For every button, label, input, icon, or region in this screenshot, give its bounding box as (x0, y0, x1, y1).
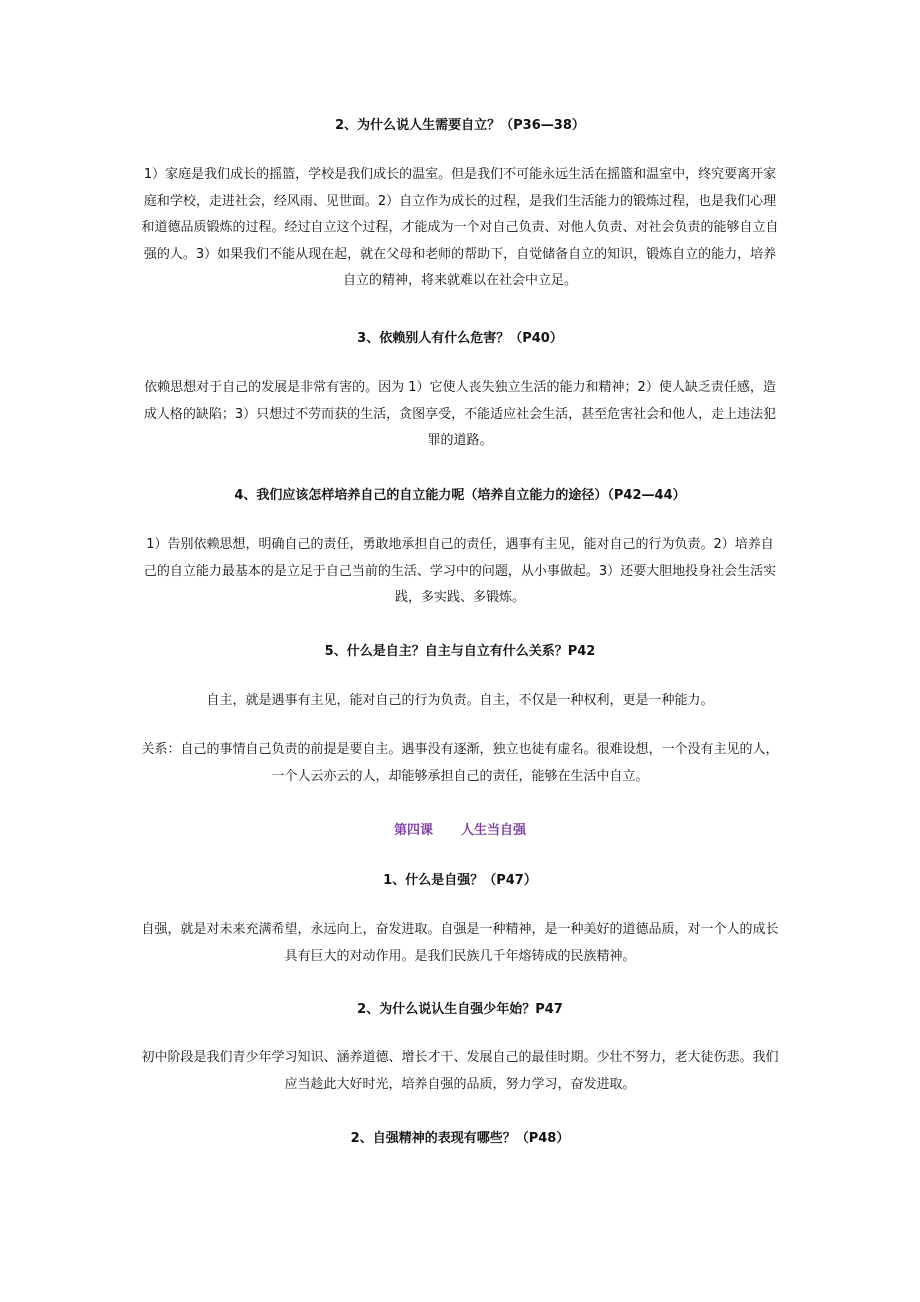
lesson-heading (140, 822, 780, 840)
question-heading: 4、我们应该怎样培养自己的自立能力呢（培养自立能力的途径）（P42—44） (234, 488, 686, 503)
answer-paragraph: 自强，就是对未来充满希望，永远向上，奋发进取。自强是一种精神，是一种美好的道德品质，对一个人的成长具有巨大的对动作用。是我们民族几千年熔铸成的民族精神。 (141, 922, 779, 964)
lesson-number: 第四课 (393, 823, 433, 838)
relation-paragraph: 关系：自己的事情自己负责的前提是要自主。遇事没有逐渐，独立也徒有虚名。很难设想，一个没有主见的人，一个人云亦云的人，却能够承担自己的责任，能够在生活中自立。 (141, 742, 779, 784)
question-heading: 5、什么是自主？自主与自立有什么关系？P42 (324, 644, 596, 659)
question-heading: 2、自强精神的表现有哪些？（P48） (350, 1131, 570, 1146)
answer-paragraph: 1）家庭是我们成长的摇篮，学校是我们成长的温室。但是我们不可能永远生活在摇篮和温室中，终究要离开家庭和学校，走进社会，经风雨、见世面。2）自立作为成长的过程，是我们生活能力的锻炼过程，也是我们心理和道德品质锻炼的过程。经过自立这个过程，才能成为一个对自己负责、对他人负责、对社会负责的能够自立自强的人。3）如果我们不能从现在起，就在父母和老师的帮助下，自觉储备自立的知识，锻炼自立的能力，培养自立的精神，将来就难以在社会中立足。 (141, 167, 779, 288)
answer-paragraph: 初中阶段是我们青少年学习知识、涵养道德、增长才干、发展自己的最佳时期。少壮不努力，老大徒伤悲。我们应当趁此大好时光，培养自强的品质，努力学习，奋发进取。 (141, 1050, 779, 1092)
lesson-title: 人生当自强 (461, 823, 527, 838)
question-heading: 1、什么是自强？（P47） (383, 873, 537, 888)
answer-paragraph: 1）告别依赖思想，明确自己的责任，勇敢地承担自己的责任，遇事有主见，能对自己的行为负责。2）培养自己的自立能力最基本的是立足于自己当前的生活、学习中的问题，从小事做起。3）还要大胆地投身社会生活实践，多实践、多锻炼。 (143, 537, 777, 605)
question-heading: 3、依赖别人有什么危害？（P40） (357, 331, 563, 346)
answer-paragraph: 依赖思想对于自己的发展是非常有害的。因为 1）它使人丧失独立生活的能力和精神；2）使人缺乏责任感，造成人格的缺陷；3）只想过不劳而获的生活，贪图享受，不能适应社会生活，甚至危害社会和他人，走上违法犯罪的道路。 (143, 380, 777, 448)
question-heading: 2、为什么说认生自强少年始？P47 (357, 1002, 563, 1017)
question-heading: 2、为什么说人生需要自立？（P36—38） (335, 118, 585, 133)
answer-paragraph: 自主，就是遇事有主见，能对自己的行为负责。自主，不仅是一种权利，更是一种能力。 (206, 693, 714, 708)
